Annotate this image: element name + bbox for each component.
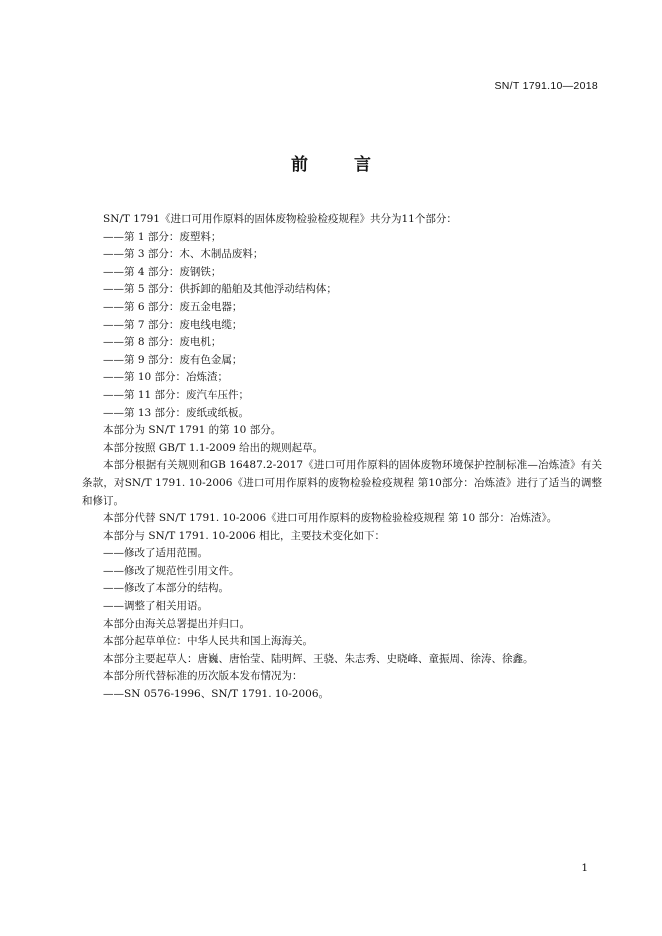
list-item: ——第 11 部分：废汽车压件；: [103, 388, 250, 401]
list-item: ——第 7 部分：废电线电缆；: [103, 318, 243, 331]
paragraph: 本部分代替 SN/T 1791. 10-2006《进口可用作原料的废物检验检疫规程 第 10 部分：冶炼渣》。: [103, 512, 558, 525]
list-item: ——第 1 部分：废塑料；: [103, 230, 222, 243]
page-title: 前 言: [291, 155, 391, 175]
list-item: ——修改了规范性引用文件。: [103, 564, 240, 577]
list-item: ——第 9 部分：废有色金属；: [103, 353, 243, 366]
paragraph: 本部分起草单位：中华人民共和国上海海关。: [103, 635, 313, 648]
list-item: ——第 10 部分：冶炼渣；: [103, 371, 229, 384]
page-number: 1: [581, 862, 588, 874]
list-item: ——调整了相关用语。: [103, 600, 208, 613]
paragraph: 本部分主要起草人：唐巍、唐怡莹、陆明辉、王骁、朱志秀、史晓峰、童振周、徐涛、徐鑫。: [103, 652, 534, 665]
paragraph: 本部分按照 GB/T 1.1-2009 给出的规则起草。: [103, 441, 324, 454]
list-item: ——第 8 部分：废电机；: [103, 336, 222, 349]
paragraph: 本部分为 SN/T 1791 的第 10 部分。: [103, 424, 282, 437]
changes-list: [82, 545, 602, 615]
history-item: ——SN 0576-1996、SN/T 1791. 10-2006。: [103, 688, 329, 701]
intro-paragraph: SN/T 1791《进口可用作原料的固体废物检验检疫规程》共分为11个部分：: [103, 213, 457, 225]
list-item: ——第 5 部分：供拆卸的船舶及其他浮动结构体；: [103, 283, 337, 296]
paragraph: 本部分所代替标准的历次版本发布情况为：: [103, 670, 303, 683]
list-item: ——第 4 部分：废钢铁；: [103, 265, 222, 278]
standard-code: SN/T 1791.10—2018: [494, 80, 598, 92]
list-item: ——修改了适用范围。: [103, 547, 208, 560]
parts-list: [82, 229, 602, 423]
list-item: ——第 13 部分：废纸或纸板。: [103, 406, 250, 419]
paragraph: 本部分由海关总署提出并归口。: [103, 617, 250, 630]
list-item: ——修改了本部分的结构。: [103, 582, 229, 595]
list-item: ——第 6 部分：废五金电器；: [103, 300, 243, 313]
foreword-body: [82, 211, 602, 704]
paragraph: 本部分根据有关规则和GB 16487.2-2017《进口可用作原料的固体废物环境保护控制标准—冶炼渣》有关条款，对SN/T 1791. 10-2006《进口可用作原料的废物检验检疫规程 第10部分：冶炼渣》进行了适当的调整和修订。: [82, 459, 602, 507]
paragraph: 本部分与 SN/T 1791. 10-2006 相比，主要技术变化如下：: [103, 529, 385, 542]
list-item: ——第 3 部分：木、木制品废料；: [103, 248, 264, 261]
